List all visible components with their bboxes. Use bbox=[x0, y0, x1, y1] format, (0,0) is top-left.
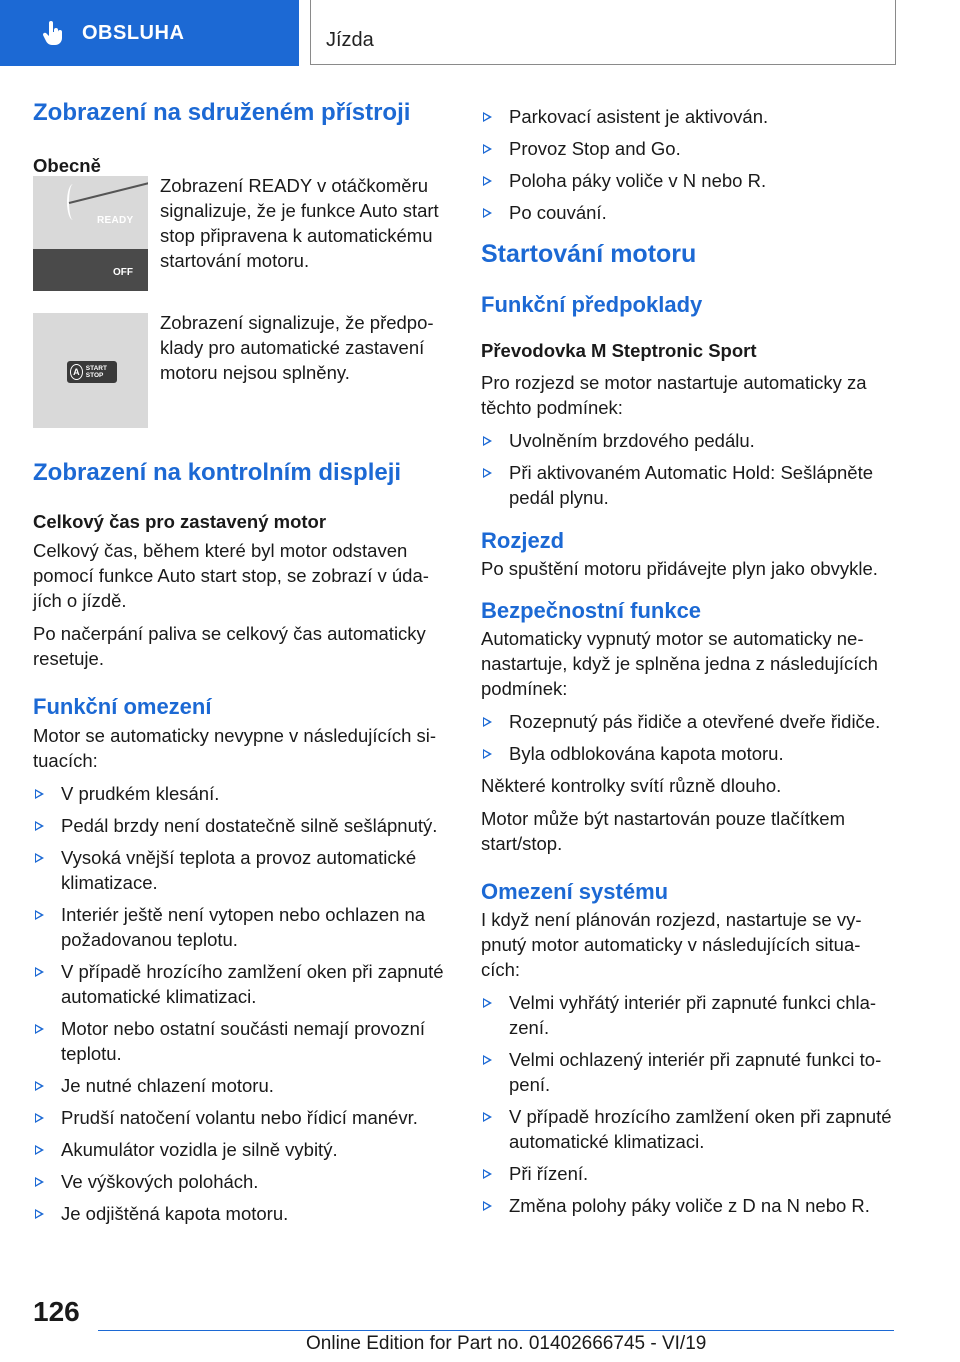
bullet-triangle-icon bbox=[483, 749, 492, 759]
bullet-triangle-icon bbox=[35, 1145, 44, 1155]
heading-general: Obecně bbox=[33, 155, 101, 176]
heading-engine-start: Startování motoru bbox=[481, 240, 697, 268]
bullet-triangle-icon bbox=[35, 853, 44, 863]
reset-text: Po načerpání paliva se celkový čas automaticky resetuje. bbox=[33, 623, 426, 669]
gearbox-list bbox=[481, 428, 895, 510]
bullet-triangle-icon bbox=[35, 1113, 44, 1123]
chapter-header bbox=[310, 0, 896, 65]
section-tab-label: OBSLUHA bbox=[82, 21, 185, 44]
list-item: Je odjištěná kapota motoru. bbox=[33, 1201, 447, 1226]
list-item: Rozepnutý pás řidiče a otevřené dveře řidiče. bbox=[481, 709, 895, 734]
bullet-triangle-icon bbox=[483, 436, 492, 446]
hand-pointer-icon bbox=[40, 20, 66, 46]
bullet-triangle-icon bbox=[35, 910, 44, 920]
system-limits-list bbox=[481, 990, 895, 1218]
bullet-triangle-icon bbox=[483, 1201, 492, 1211]
bullet-triangle-icon bbox=[35, 1024, 44, 1034]
start-stop-label: START STOP bbox=[85, 365, 107, 379]
list-item: Motor nebo ostatní součásti nemají provozní teplotu. bbox=[33, 1016, 447, 1066]
list-item: Při řízení. bbox=[481, 1161, 895, 1186]
list-item: Po couvání. bbox=[481, 200, 895, 225]
bullet-triangle-icon bbox=[483, 717, 492, 727]
chapter-title: Jízda bbox=[326, 29, 374, 51]
ready-description: Zobrazení READY v otáčkoměru signalizuje, že je funkce Auto start stop připravena k automatickému startování motoru. bbox=[160, 175, 439, 271]
list-item: Při aktivovaném Automatic Hold: Sešlápněte pedál plynu. bbox=[481, 460, 895, 510]
list-item: Byla odblokována kapota motoru. bbox=[481, 741, 895, 766]
drive-off-text: Po spuštění motoru přidávejte plyn jako obvykle. bbox=[481, 558, 878, 579]
off-label: OFF bbox=[113, 267, 133, 278]
list-item: Vysoká vnější teplota a provoz automatické klimatizace. bbox=[33, 845, 447, 895]
bullet-triangle-icon bbox=[483, 144, 492, 154]
list-item: Interiér ještě není vytopen nebo ochlazen na požadovanou teplotu. bbox=[33, 902, 447, 952]
list-item: Pedál brzdy není dostatečně silně sešlápnutý. bbox=[33, 813, 447, 838]
limits-list bbox=[33, 781, 447, 1226]
heading-safety: Bezpečnostní funkce bbox=[481, 598, 702, 623]
start-stop-badge bbox=[67, 361, 117, 383]
heading-total-time: Celkový čas pro zastavený motor bbox=[33, 511, 327, 532]
bullet-triangle-icon bbox=[483, 468, 492, 478]
right-column bbox=[481, 98, 895, 1225]
bullet-triangle-icon bbox=[483, 998, 492, 1008]
section-tab[interactable] bbox=[0, 0, 299, 66]
stop-description: Zobrazení signalizuje, že předpo-klady pro automatické zastavení motoru nejsou splněny. bbox=[160, 312, 434, 383]
bullet-triangle-icon bbox=[35, 967, 44, 977]
list-item: Parkovací asistent je aktivován. bbox=[481, 104, 895, 129]
list-item: V případě hrozícího zamlžení oken při zapnuté automatické klimatizaci. bbox=[481, 1104, 895, 1154]
bullet-triangle-icon bbox=[35, 1209, 44, 1219]
list-item: Ve výškových polohách. bbox=[33, 1169, 447, 1194]
safety-text: Automaticky vypnutý motor se automaticky ne-nastartuje, když je splněna jedna z následujících podmínek: bbox=[481, 628, 878, 699]
start-stop-indicator-image bbox=[33, 313, 148, 428]
heading-gearbox: Převodovka M Steptronic Sport bbox=[481, 340, 757, 361]
footer-edition: Online Edition for Part no. 01402666745 - VI/19 bbox=[306, 1333, 707, 1354]
limits-list-continued bbox=[481, 104, 895, 225]
list-item: Je nutné chlazení motoru. bbox=[33, 1073, 447, 1098]
heading-control-display: Zobrazení na kontrolním displeji bbox=[33, 459, 402, 486]
heading-prerequisites: Funkční předpoklady bbox=[481, 292, 703, 317]
list-item: Prudší natočení volantu nebo řídicí manévr. bbox=[33, 1105, 447, 1130]
heading-system-limits: Omezení systému bbox=[481, 879, 669, 904]
list-item: V případě hrozícího zamlžení oken při zapnuté automatické klimatizaci. bbox=[33, 959, 447, 1009]
left-column bbox=[33, 98, 447, 1233]
button-text: Motor může být nastartován pouze tlačítkem start/stop. bbox=[481, 808, 846, 854]
auto-a-icon: A bbox=[70, 364, 83, 380]
lamps-text: Některé kontrolky svítí různě dlouho. bbox=[481, 775, 782, 796]
heading-drive-off: Rozjezd bbox=[481, 528, 565, 553]
safety-list bbox=[481, 709, 895, 766]
list-item: Akumulátor vozidla je silně vybitý. bbox=[33, 1137, 447, 1162]
list-item: Velmi ochlazený interiér při zapnuté funkci to-pení. bbox=[481, 1047, 895, 1097]
limits-intro: Motor se automaticky nevypne v následujících si-tuacích: bbox=[33, 725, 437, 771]
heading-instrument-display: Zobrazení na sdruženém přístroji bbox=[33, 99, 411, 126]
stop-figure-row bbox=[33, 313, 447, 428]
bullet-triangle-icon bbox=[483, 1112, 492, 1122]
list-item: Poloha páky voliče v N nebo R. bbox=[481, 168, 895, 193]
ready-label: READY bbox=[97, 215, 134, 226]
ready-figure-row bbox=[33, 176, 447, 291]
gearbox-text: Pro rozjezd se motor nastartuje automaticky za těchto podmínek: bbox=[481, 372, 867, 418]
bullet-triangle-icon bbox=[35, 821, 44, 831]
total-time-text: Celkový čas, během které byl motor odstaven pomocí funkce Auto start stop, se zobrazí v úda-jích o jízdě. bbox=[33, 540, 429, 611]
bullet-triangle-icon bbox=[483, 208, 492, 218]
bullet-triangle-icon bbox=[483, 1169, 492, 1179]
list-item: Změna polohy páky voliče z D na N nebo R. bbox=[481, 1193, 895, 1218]
bullet-triangle-icon bbox=[35, 789, 44, 799]
list-item: Velmi vyhřátý interiér při zapnuté funkci chla-zení. bbox=[481, 990, 895, 1040]
bullet-triangle-icon bbox=[35, 1177, 44, 1187]
heading-function-limits: Funkční omezení bbox=[33, 694, 212, 719]
bullet-triangle-icon bbox=[483, 112, 492, 122]
footer-divider bbox=[98, 1330, 894, 1331]
list-item: Provoz Stop and Go. bbox=[481, 136, 895, 161]
bullet-triangle-icon bbox=[35, 1081, 44, 1091]
list-item: V prudkém klesání. bbox=[33, 781, 447, 806]
bullet-triangle-icon bbox=[483, 176, 492, 186]
ready-indicator-image bbox=[33, 176, 148, 291]
bullet-triangle-icon bbox=[483, 1055, 492, 1065]
list-item: Uvolněním brzdového pedálu. bbox=[481, 428, 895, 453]
system-limits-text: I když není plánován rozjezd, nastartuje se vy-pnutý motor automaticky v následujících situa-cích: bbox=[481, 909, 862, 980]
gauge-needle bbox=[69, 182, 148, 204]
page-number: 126 bbox=[33, 1296, 80, 1327]
